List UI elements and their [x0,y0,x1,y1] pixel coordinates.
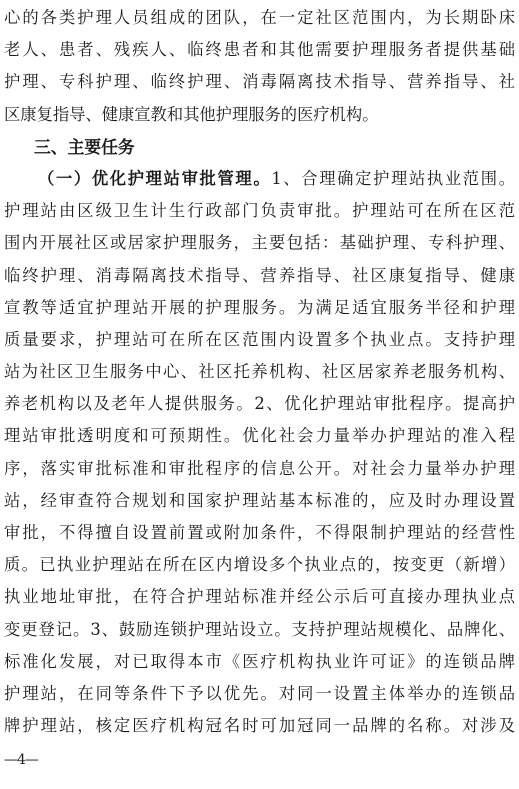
page-number: —4— [4,752,38,768]
text-line: 宣教等适宜护理站开展的护理服务。为满足适宜服务半径和护理 [4,297,515,317]
text-line: 质量要求，护理站可在所在区范围内设置多个执业点。支持护理 [4,329,515,349]
text-line: 执业地址审批，在符合护理站标准并经公示后可直接办理执业点 [4,587,515,607]
subsection-first-line [4,163,515,195]
text-line: 老人、患者、残疾人、临终患者和其他需要护理服务者提供基础 [4,40,515,60]
text-line: 护理、专科护理、临终护理、消毒隔离技术指导、营养指导、社 [4,72,515,92]
text-line: 理站审批透明度和可预期性。优化社会力量举办护理站的准入程 [4,426,515,446]
text-line: 站，经审查符合规划和国家护理站基本标准的，应及时办理设置 [4,490,515,510]
text-line: 序，落实审批标准和审批程序的信息公开。对社会力量举办护理 [4,458,515,478]
subsection-first-line-text: 1、合理确定护理站执业范围。 [271,168,515,188]
section-heading: 三、主要任务 [34,136,135,157]
text-line: 护理站，在同等条件下予以优先。对同一设置主体举办的连锁品 [4,683,515,703]
subsection-title: （一）优化护理站审批管理。 [38,168,272,188]
document-body [4,2,515,742]
text-line: 审批，不得擅自设置前置或附加条件，不得限制护理站的经营性 [4,523,515,542]
text-line: 标准化发展，对已取得本市《医疗机构执业许可证》的连锁品牌 [4,651,515,671]
text-line: 围内开展社区或居家护理服务，主要包括：基础护理、专科护理、 [4,233,515,253]
text-line: 护理站由区级卫生计生行政部门负责审批。护理站可在所在区范 [4,201,515,221]
text-line: 心的各类护理人员组成的团队，在一定社区范围内，为长期卧床 [4,8,515,27]
text-line: 临终护理、消毒隔离技术指导、营养指导、社区康复指导、健康 [4,265,515,285]
text-line: 养老机构以及老年人提供服务。2、优化护理站审批程序。提高护 [4,394,515,414]
text-line: 区康复指导、健康宣教和其他护理服务的医疗机构。 [4,104,379,124]
text-line: 站为社区卫生服务中心、社区托养机构、社区居家养老服务机构、 [4,362,515,382]
text-line: 牌护理站，核定医疗机构冠名时可加冠同一品牌的名称。对涉及 [4,716,515,736]
text-line: 质。已执业护理站在所在区内增设多个执业点的，按变更（新增） [4,555,515,575]
text-line: 变更登记。3、鼓励连锁护理站设立。支持护理站规模化、品牌化、 [4,619,515,639]
